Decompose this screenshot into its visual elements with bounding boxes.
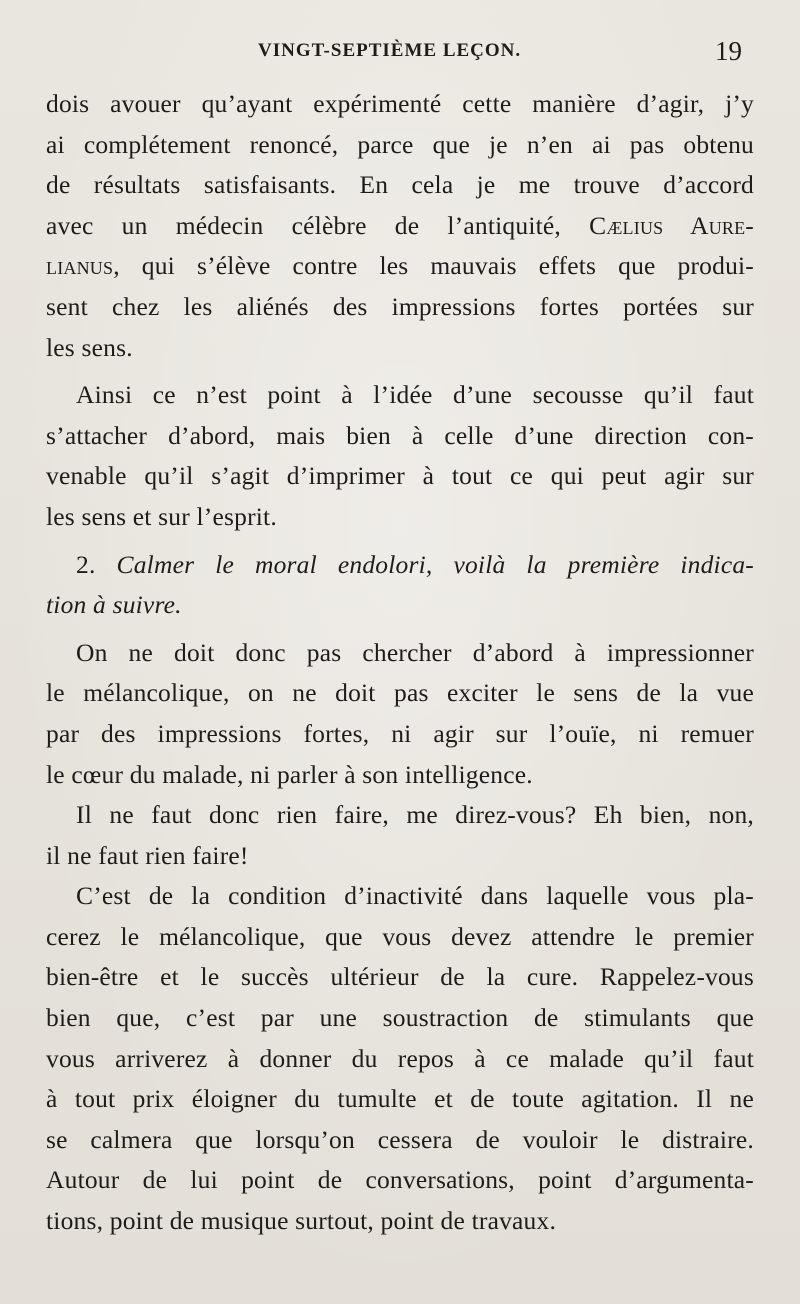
text-line: bien que, c’est par une soustraction de stimulants que	[46, 1003, 754, 1033]
text-line: s’attacher d’abord, mais bien à celle d’une direction con-	[46, 420, 754, 450]
indication-number: 2.	[76, 549, 96, 579]
running-head: VINGT-SEPTIÈME LEÇON.	[258, 40, 522, 61]
paragraph-1	[46, 84, 754, 368]
text-line: Ainsi ce n’est point à l’idée d’une secousse qu’il faut	[76, 380, 754, 410]
text-line: cerez le mélancolique, que vous devez attendre le premier	[46, 921, 754, 951]
text-line: se calmera que lorsqu’on cessera de vouloir le distraire.	[46, 1124, 754, 1154]
text-line: Il ne faut donc rien faire, me direz-vous? Eh bien, non,	[76, 800, 754, 830]
text-line: avec un médecin célèbre de l’antiquité, Cælius Aure-	[46, 210, 755, 240]
text-line: les sens et sur l’esprit.	[46, 501, 277, 531]
text-line: Autour de lui point de conversations, point d’argumenta-	[46, 1165, 754, 1195]
text-line: il ne faut rien faire!	[46, 840, 249, 870]
text-line: tion à suivre.	[46, 590, 182, 620]
body-text	[46, 84, 754, 1242]
text-line: tions, point de musique surtout, point de travaux.	[46, 1206, 557, 1236]
text-line: par des impressions fortes, ni agir sur l’ouïe, ni remuer	[46, 718, 754, 748]
text-line: lianus, qui s’élève contre les mauvais effets que produi-	[46, 251, 754, 281]
text-line: de résultats satisfaisants. En cela je me trouve d’accord	[46, 170, 754, 200]
text-line: bien-être et le succès ultérieur de la cure. Rappelez-vous	[46, 962, 754, 992]
text-line: vous arriverez à donner du repos à ce malade qu’il faut	[46, 1043, 754, 1073]
paragraph-4	[46, 633, 754, 795]
text-line: On ne doit donc pas chercher d’abord à impressionner	[76, 637, 754, 667]
text-line: les sens.	[46, 332, 133, 362]
page-number: 19	[715, 36, 742, 66]
paragraph-6	[46, 876, 754, 1241]
text-line: sent chez les aliénés des impressions fortes portées sur	[46, 291, 754, 321]
text-line	[46, 545, 754, 586]
text-line: à tout prix éloigner du tumulte et de toute agitation. Il ne	[46, 1084, 754, 1114]
text-line: dois avouer qu’ayant expérimenté cette manière d’agir, j’y	[46, 89, 754, 118]
indication-text: Calmer le moral endolori, voilà la première indica-	[116, 549, 754, 579]
numbered-indication	[46, 545, 754, 626]
text-line: venable qu’il s’agit d’imprimer à tout ce qui peut agir sur	[46, 461, 754, 491]
paragraph-5	[46, 795, 754, 876]
text-line: ai complétement renoncé, parce que je n’en ai pas obtenu	[46, 129, 754, 159]
text-line: C’est de la condition d’inactivité dans laquelle vous pla-	[76, 881, 754, 911]
paragraph-2	[46, 375, 754, 537]
text-line: le cœur du malade, ni parler à son intelligence.	[46, 759, 533, 789]
page-header	[46, 38, 742, 70]
text-line: le mélancolique, on ne doit pas exciter le sens de la vue	[46, 678, 754, 708]
